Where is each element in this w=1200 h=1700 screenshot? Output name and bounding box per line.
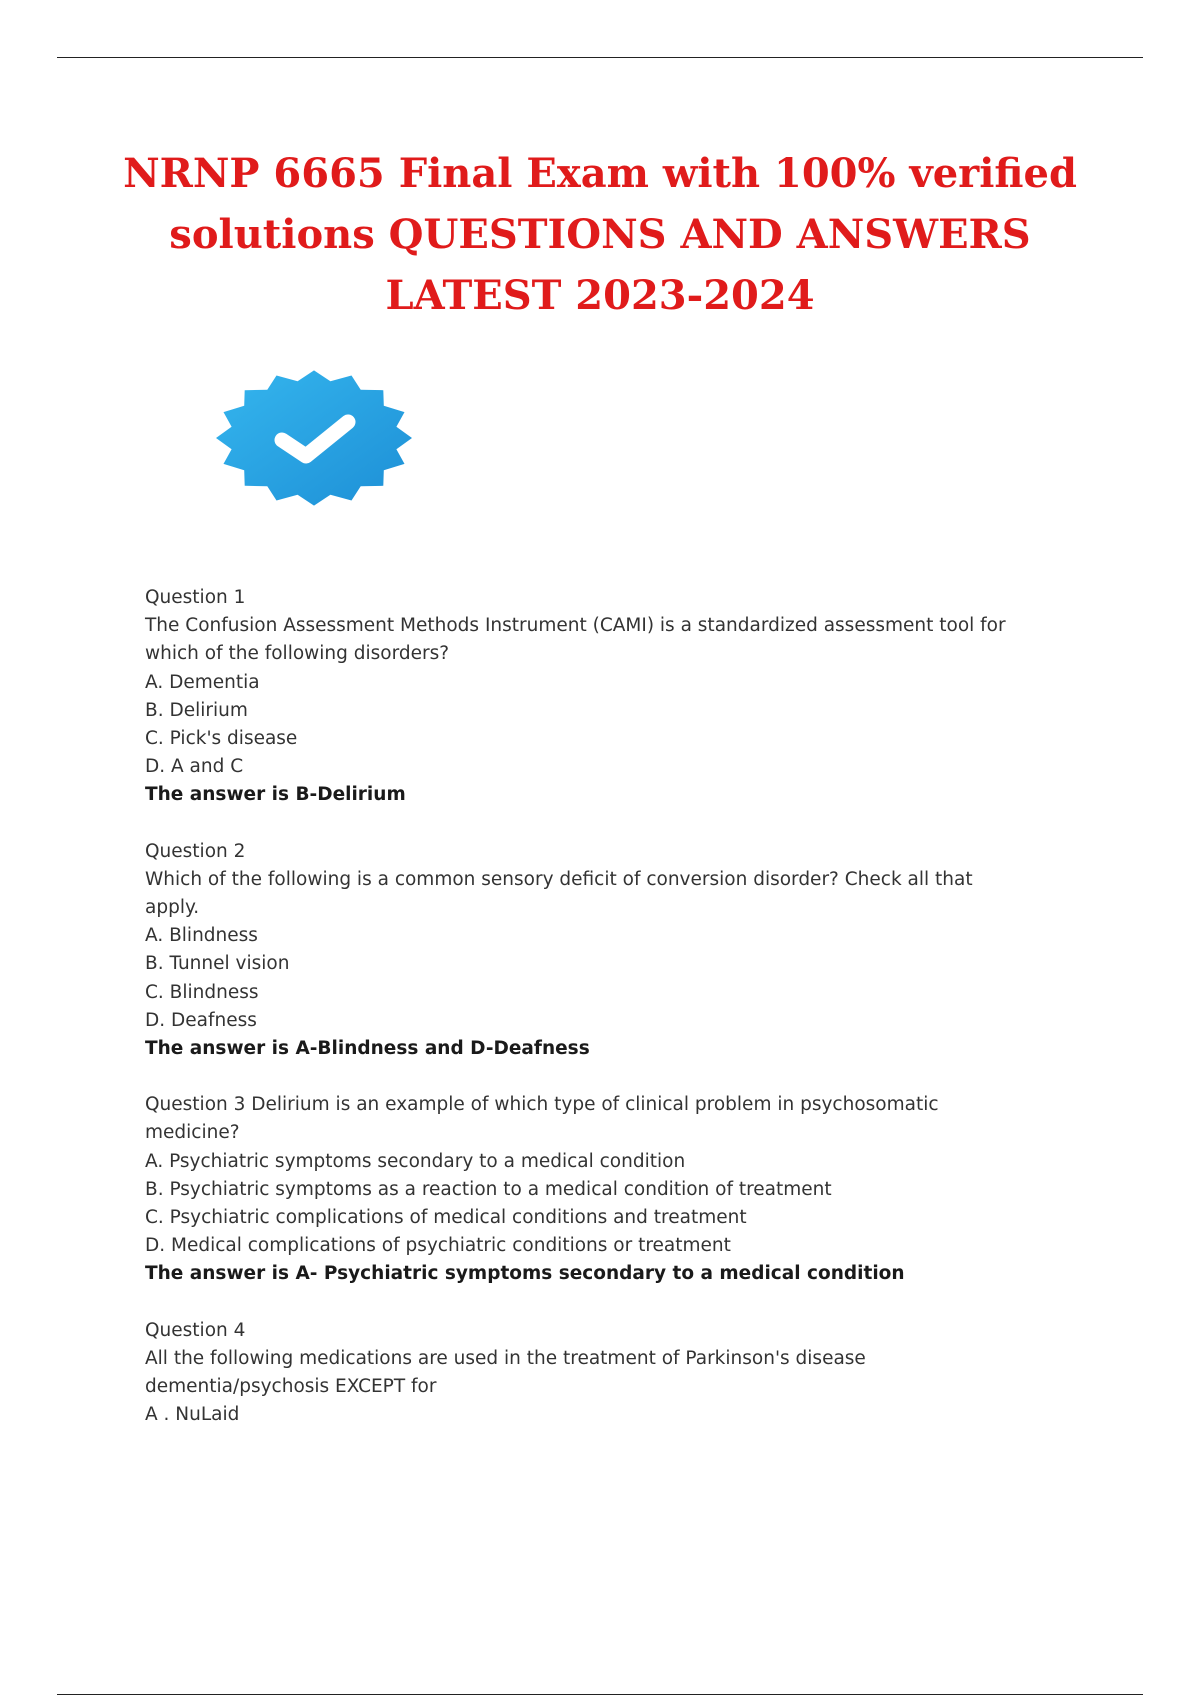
question-heading: Question 1 bbox=[145, 587, 246, 608]
question-text: Which of the following is a common sensory deficit of conversion disorder? Check all that apply. bbox=[145, 868, 973, 919]
question-text: All the following medications are used in the treatment of Parkinson's disease dementia/psychosis EXCEPT for bbox=[145, 1347, 866, 1398]
answer-option: A . NuLaid bbox=[145, 1404, 240, 1426]
question-1 bbox=[145, 584, 1025, 810]
answer-option: C. Pick's disease bbox=[145, 728, 298, 750]
question-3 bbox=[145, 1091, 1025, 1288]
answer-option: D. Medical complications of psychiatric conditions or treatment bbox=[145, 1235, 731, 1257]
bottom-divider bbox=[57, 1694, 1143, 1695]
question-text: The Confusion Assessment Methods Instrument (CAMI) is a standardized assessment tool for which of the following disorders? bbox=[145, 615, 1006, 665]
correct-answer: The answer is A- Psychiatric symptoms secondary to a medical condition bbox=[145, 1263, 905, 1285]
question-heading: Question 3 Delirium is an example of which type of clinical problem in psychosomatic medicine? bbox=[145, 1094, 939, 1144]
answer-option: A. Psychiatric symptoms secondary to a medical condition bbox=[145, 1150, 686, 1172]
answer-option: C. Blindness bbox=[145, 981, 259, 1003]
answer-option: B. Psychiatric symptoms as a reaction to a medical condition of treatment bbox=[145, 1178, 832, 1200]
document-title: NRNP 6665 Final Exam with 100% verified solutions QUESTIONS AND ANSWERS LATEST 2023-2024 bbox=[123, 150, 1077, 319]
answer-option: A. Dementia bbox=[145, 671, 260, 693]
top-divider bbox=[57, 57, 1143, 58]
correct-answer: The answer is A-Blindness and D-Deafness bbox=[145, 1038, 590, 1060]
answer-option: A. Blindness bbox=[145, 925, 258, 947]
correct-answer: The answer is B-Delirium bbox=[145, 784, 406, 806]
answer-option: B. Tunnel vision bbox=[145, 953, 290, 975]
question-heading: Question 2 bbox=[145, 840, 246, 862]
answer-option: B. Delirium bbox=[145, 699, 248, 721]
answer-option: C. Psychiatric complications of medical conditions and treatment bbox=[145, 1207, 747, 1229]
question-4 bbox=[145, 1317, 1025, 1430]
question-heading: Question 4 bbox=[145, 1319, 246, 1341]
question-list bbox=[145, 584, 1025, 1457]
answer-option: D. Deafness bbox=[145, 1009, 257, 1031]
question-2 bbox=[145, 838, 1025, 1064]
verified-check-badge-icon bbox=[216, 370, 412, 506]
answer-option: D. A and C bbox=[145, 756, 244, 778]
